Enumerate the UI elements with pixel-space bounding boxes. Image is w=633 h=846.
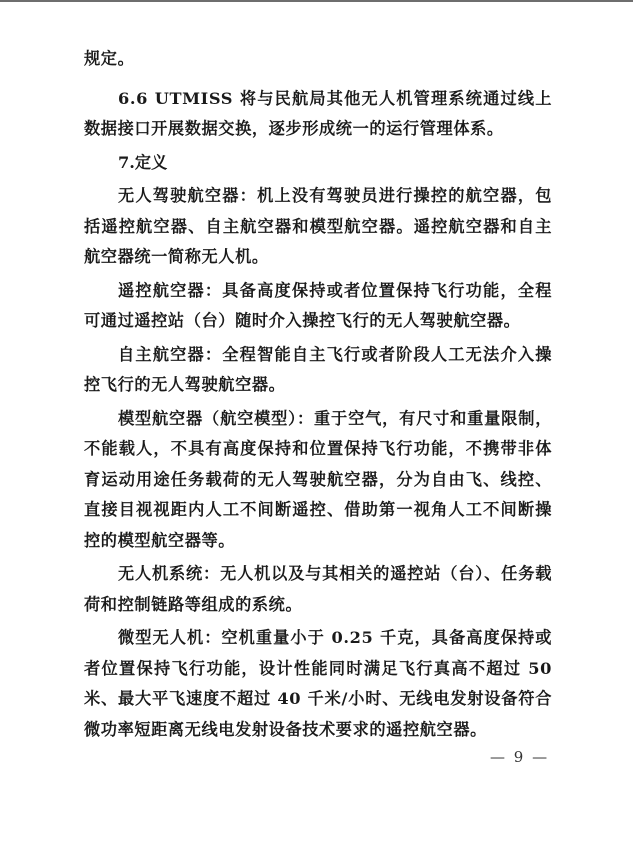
definition-unmanned-aircraft: 无人驾驶航空器：机上没有驾驶员进行操控的航空器，包括遥控航空器、自主航空器和模型航空器。遥控航空器和自主航空器统一简称无人机。: [84, 186, 552, 266]
page-number: — 9 —: [490, 748, 550, 766]
definition-uas-system: 无人机系统：无人机以及与其相关的遥控站（台）、任务载荷和控制链路等组成的系统。: [84, 564, 552, 614]
top-border-rule: [0, 0, 633, 2]
definition-micro-uav: 微型无人机：空机重量小于 0.25 千克，具备高度保持或者位置保持飞行功能，设计性能同时满足飞行真高不超过 50 米、最大平飞速度不超过 40 千米/小时、无线电发射设备符合微功率短距离无线电发射设备技术要求的遥控航空器。: [84, 628, 552, 739]
definition-remote-piloted-aircraft: 遥控航空器：具备高度保持或者位置保持飞行功能，全程可通过遥控站（台）随时介入操控飞行的无人驾驶航空器。: [84, 280, 552, 330]
document-page: [84, 44, 552, 745]
paragraph-continuation: 规定。: [84, 49, 135, 68]
section-heading-definitions: 7.定义: [118, 152, 168, 172]
definition-autonomous-aircraft: 自主航空器：全程智能自主飞行或者阶段人工无法介入操控飞行的无人驾驶航空器。: [84, 344, 552, 394]
definition-model-aircraft: 模型航空器（航空模型）：重于空气，有尺寸和重量限制，不能载人，不具有高度保持和位置保持飞行功能，不携带非体育运动用途任务载荷的无人驾驶航空器，分为自由飞、线控、直接目视视距内人工不间断遥控、借助第一视角人工不间断操控的模型航空器等。: [84, 408, 552, 550]
paragraph-utmiss-data-exchange: 6.6 UTMISS 将与民航局其他无人机管理系统通过线上数据接口开展数据交换，逐步形成统一的运行管理体系。: [84, 88, 552, 138]
